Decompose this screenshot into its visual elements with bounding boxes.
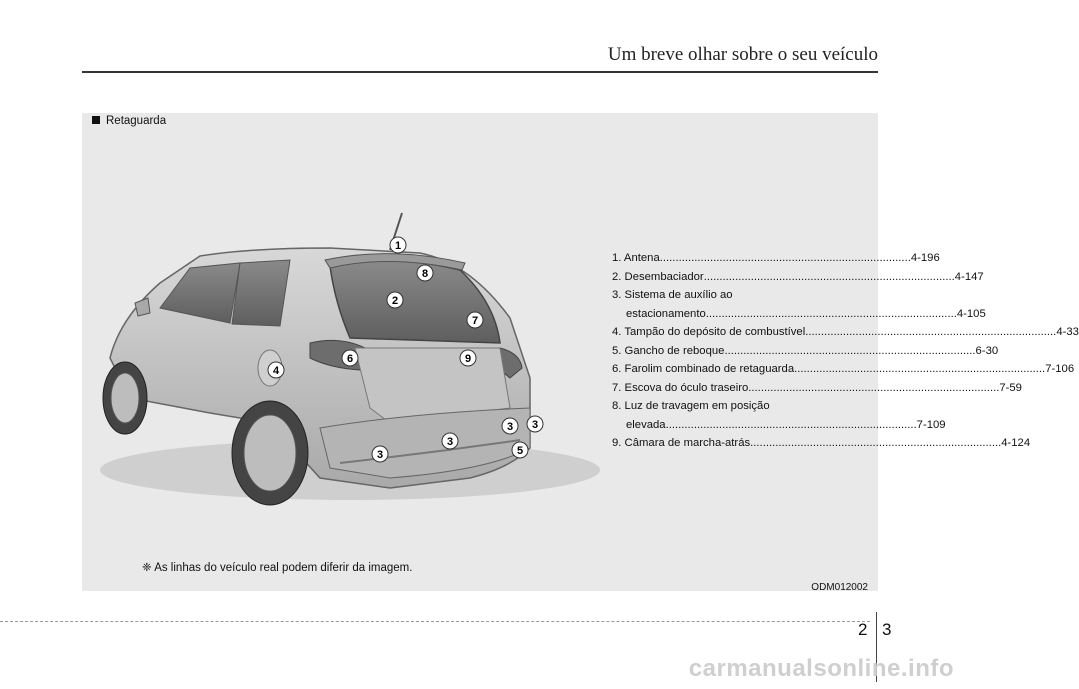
callout-9	[460, 350, 476, 366]
legend-item-label: 8. Luz de travagem em posição	[612, 400, 770, 412]
legend-item	[612, 379, 1022, 398]
legend-item	[612, 360, 1075, 379]
legend-item	[612, 323, 1079, 342]
legend-item-page: 7-106	[1045, 363, 1075, 375]
callout-6-label: 6	[346, 353, 354, 365]
callout-1	[390, 237, 406, 253]
callout-3d-label: 3	[376, 449, 384, 461]
legend-item-leader: ................................................................................	[705, 307, 957, 320]
callout-2	[387, 292, 403, 308]
legend-item-label: elevada	[626, 418, 666, 431]
callout-4	[268, 362, 284, 378]
page-number-page: 3	[882, 620, 892, 639]
section-label	[92, 115, 166, 127]
legend-item	[612, 268, 984, 287]
bottom-rule	[0, 621, 870, 622]
legend-item	[612, 342, 999, 361]
legend-item-page: 7-109	[916, 418, 946, 431]
legend-item-leader: ................................................................................	[805, 326, 1057, 338]
callout-7-label: 7	[471, 315, 479, 327]
callout-6	[342, 350, 358, 366]
callout-5	[512, 442, 528, 458]
legend-item-leader: ................................................................................	[659, 252, 911, 264]
legend-item-leader: ................................................................................	[750, 437, 1002, 449]
watermark: carmanualsonline.info	[688, 655, 954, 682]
parts-legend	[612, 249, 1079, 453]
legend-item	[612, 286, 872, 305]
callout-8	[417, 265, 433, 281]
legend-item-page: 4-33	[1056, 326, 1079, 338]
legend-item	[612, 434, 1031, 453]
vehicle-rear-illustration	[90, 208, 560, 543]
legend-item-label: 1. Antena	[612, 252, 660, 264]
page-number-chapter: 2	[858, 620, 868, 639]
page-header-title: Um breve olhar sobre o seu veículo	[607, 44, 878, 65]
callout-3d	[372, 446, 388, 462]
legend-item	[612, 249, 940, 268]
legend-item-page: 4-105	[956, 307, 986, 320]
header-rule	[82, 71, 878, 73]
legend-item	[612, 397, 872, 416]
legend-item-page: 4-196	[910, 252, 940, 264]
legend-item-leader: ................................................................................	[665, 418, 917, 431]
legend-item-page: 7-59	[999, 381, 1022, 394]
callout-3c-label: 3	[446, 436, 454, 448]
callout-9-label: 9	[464, 353, 472, 365]
bullet-square-icon	[92, 116, 100, 124]
figure-code: ODM012002	[811, 582, 868, 593]
legend-item	[612, 416, 946, 435]
figure-panel	[82, 113, 1079, 593]
callout-3c	[442, 433, 458, 449]
callout-1-label: 1	[394, 240, 402, 252]
legend-item-page: 6-30	[975, 344, 999, 357]
callout-3a-label: 3	[506, 421, 514, 433]
legend-item-label: 4. Tampão do depósito de combustível	[612, 326, 806, 338]
legend-item-label: 7. Escova do óculo traseiro	[612, 381, 749, 394]
legend-item-leader: ................................................................................	[794, 363, 1046, 375]
callout-4-label: 4	[272, 365, 280, 377]
legend-item-page: 4-147	[954, 270, 984, 283]
legend-item-leader: ................................................................................	[724, 344, 976, 357]
callout-3a	[502, 418, 518, 434]
legend-item-leader: ................................................................................	[703, 270, 955, 283]
legend-item	[612, 305, 986, 324]
legend-item-label: 6. Farolim combinado de retaguarda	[612, 363, 795, 375]
section-label-text: Retaguarda	[106, 115, 167, 127]
disclaimer-note: ❈ As linhas do veículo real podem diferir da imagem.	[142, 562, 413, 574]
legend-item-label: 2. Desembaciador	[612, 270, 704, 283]
callout-2-label: 2	[391, 295, 399, 307]
legend-item-leader: ................................................................................	[748, 381, 1000, 394]
legend-item-label: 3. Sistema de auxílio ao	[612, 289, 733, 301]
callout-5-label: 5	[516, 445, 524, 457]
callout-8-label: 8	[421, 268, 429, 280]
legend-item-page: 4-124	[1001, 437, 1031, 449]
legend-item-label: 9. Câmara de marcha-atrás	[612, 437, 751, 449]
legend-item-label: 5. Gancho de reboque	[612, 344, 725, 357]
legend-item-label: estacionamento	[626, 307, 706, 320]
callout-3b-label: 3	[531, 419, 539, 431]
callout-7	[467, 312, 483, 328]
callout-3b	[527, 416, 543, 432]
